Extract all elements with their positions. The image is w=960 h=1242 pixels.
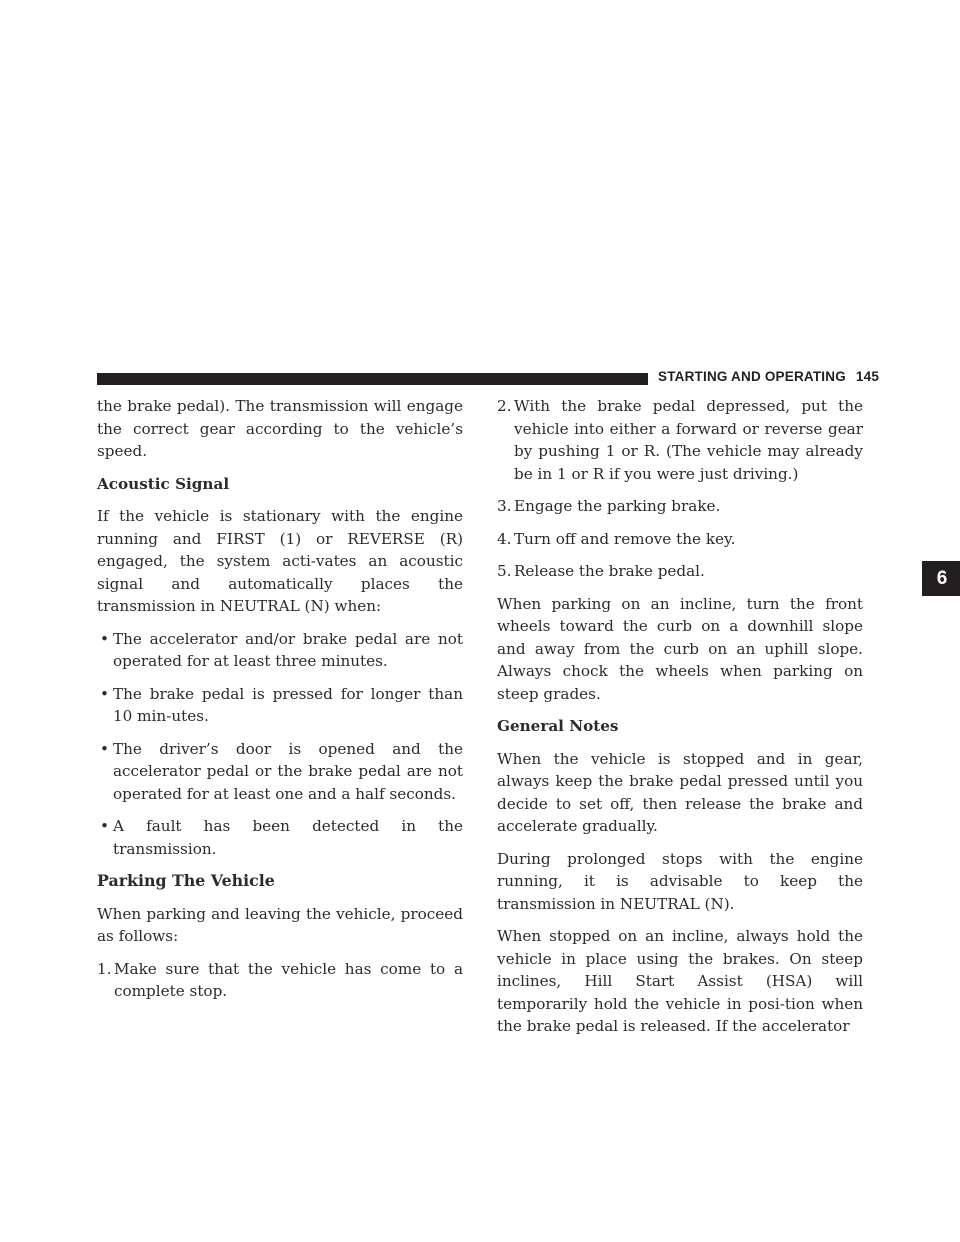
left-column	[97, 395, 463, 1013]
bullet-dot: •	[100, 739, 109, 758]
bullet-dot: •	[100, 817, 109, 835]
step-item	[97, 958, 463, 1003]
step-number: 2.	[497, 397, 512, 415]
step-text: Turn off and remove the key.	[514, 529, 736, 548]
step-number: 3.	[497, 497, 512, 515]
step-item	[497, 495, 863, 518]
step-number: 4.	[497, 529, 512, 548]
chapter-tab: 6	[922, 561, 960, 596]
section-title: STARTING AND OPERATING	[658, 369, 846, 384]
general-notes-paragraph: When stopped on an incline, always hold the vehicle in place using the brakes. On steep inclines, Hill Start Assist (HSA) will temporarily hold the vehicle in posi-tion when the brake pedal is released. If the accelerator	[497, 927, 863, 1035]
bullet-item	[97, 628, 463, 673]
step-text: Make sure that the vehicle has come to a complete stop.	[114, 959, 463, 1000]
step-item	[497, 395, 863, 485]
bullet-dot: •	[100, 629, 109, 648]
step-text: With the brake pedal depressed, put the vehicle into either a forward or reverse gear by pushing 1 or R. (The vehicle may already be in 1 or R if you were just driving.)	[514, 397, 863, 483]
bullet-text: The accelerator and/or brake pedal are not operated for at least three minutes.	[113, 629, 463, 670]
step-item	[497, 560, 863, 583]
incline-paragraph: When parking on an incline, turn the front wheels toward the curb on a downhill slope and away from the curb on an uphill slope. Always chock the wheels when parking on steep grades.	[497, 594, 863, 703]
step-number: 5.	[497, 562, 512, 580]
step-text: Release the brake pedal.	[514, 562, 705, 580]
step-number: 1.	[97, 959, 112, 978]
general-notes-paragraph: During prolonged stops with the engine running, it is advisable to keep the transmission in NEUTRAL (N).	[497, 849, 863, 913]
acoustic-signal-heading: Acoustic Signal	[97, 474, 230, 493]
intro-paragraph: the brake pedal). The transmission will engage the correct gear according to the vehicle’s speed.	[97, 397, 463, 460]
running-header	[658, 369, 879, 384]
page-number: 145	[855, 369, 880, 384]
bullet-text: The driver’s door is opened and the accelerator pedal or the brake pedal are not operated for at least one and a half seconds.	[113, 739, 463, 803]
bullet-item	[97, 738, 463, 806]
header-rule	[97, 373, 648, 385]
step-text: Engage the parking brake.	[514, 497, 721, 515]
bullet-item	[97, 815, 463, 860]
bullet-dot: •	[100, 684, 109, 703]
bullet-item	[97, 683, 463, 728]
right-column	[497, 395, 863, 1048]
general-notes-heading: General Notes	[497, 717, 619, 735]
parking-paragraph: When parking and leaving the vehicle, proceed as follows:	[97, 904, 463, 945]
bullet-text: A fault has been detected in the transmission.	[113, 817, 463, 858]
step-item	[497, 528, 863, 551]
acoustic-signal-paragraph: If the vehicle is stationary with the engine running and FIRST (1) or REVERSE (R) engaged, the system acti-vates an acoustic signal and automatically places the transmission in NEUTRAL (N) when:	[97, 507, 463, 615]
general-notes-paragraph: When the vehicle is stopped and in gear, always keep the brake pedal pressed until you decide to set off, then release the brake and accelerate gradually.	[497, 749, 863, 835]
parking-heading: Parking The Vehicle	[97, 871, 275, 890]
bullet-text: The brake pedal is pressed for longer than 10 min-utes.	[113, 684, 463, 725]
